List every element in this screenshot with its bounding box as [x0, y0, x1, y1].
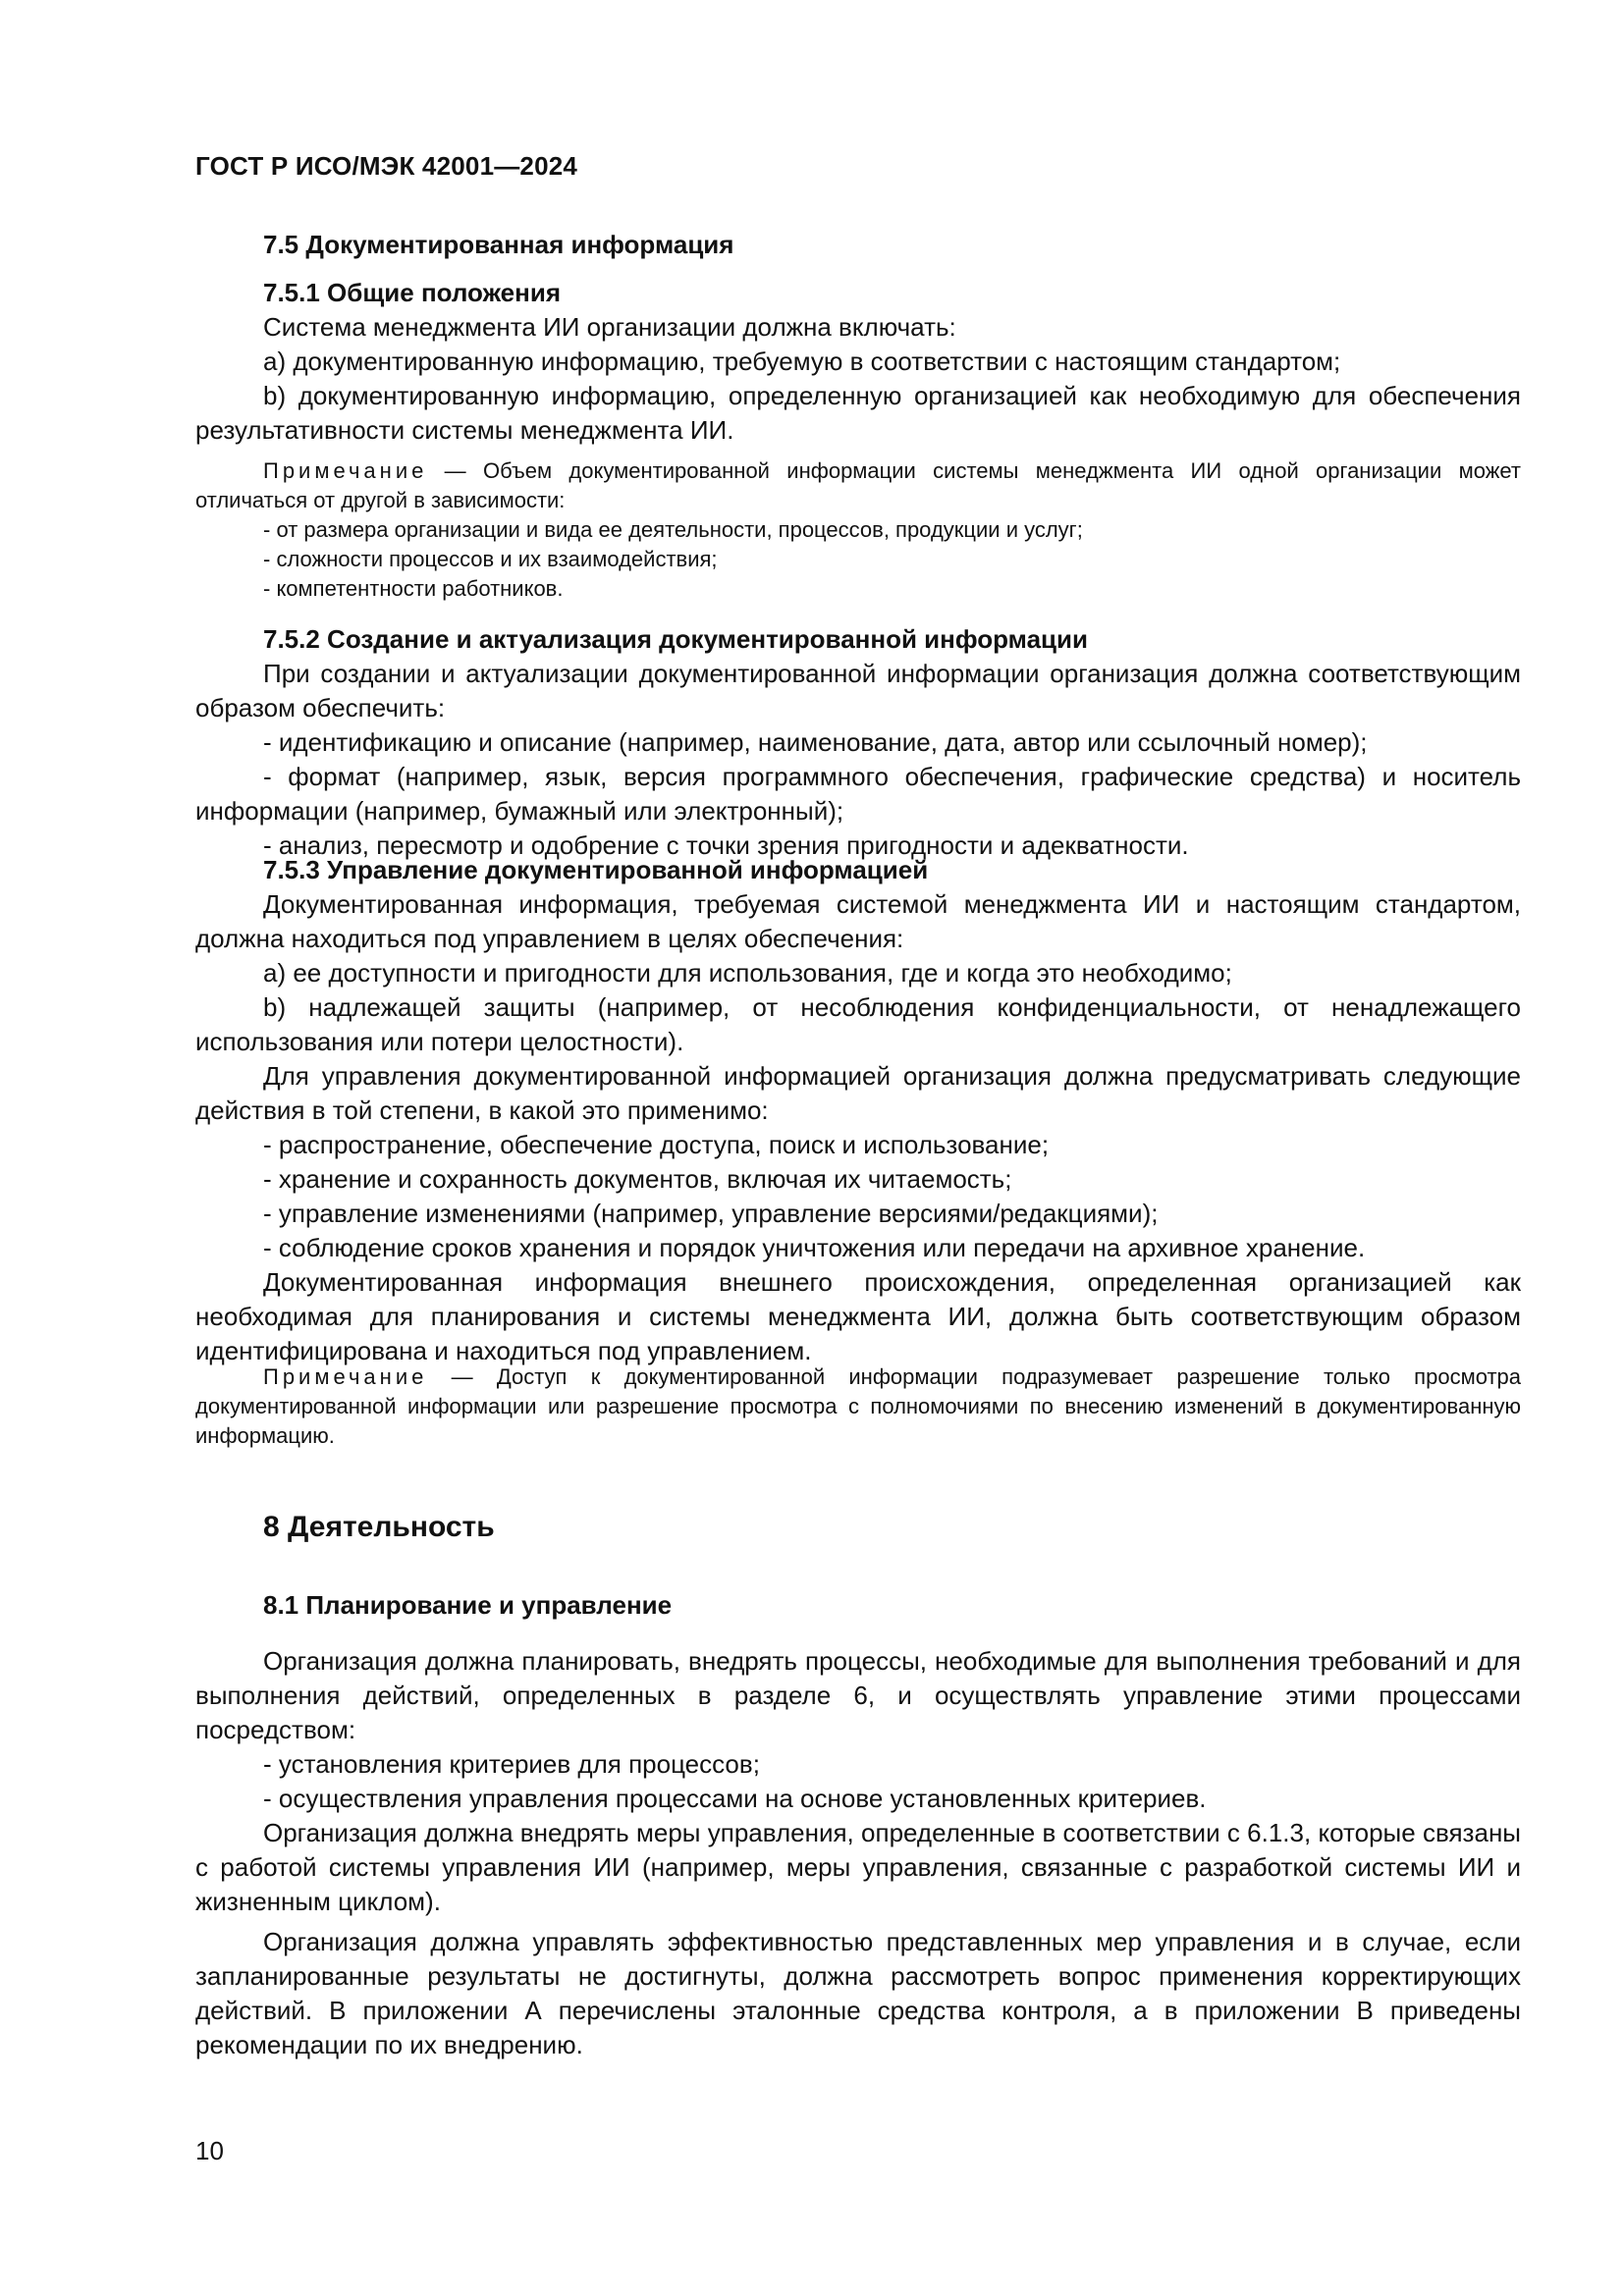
section-7-5-3: [195, 853, 1521, 1368]
list-item: а) ее доступности и пригодности для использования, где и когда это необходимо;: [263, 958, 1232, 988]
list-item: - идентификацию и описание (например, наименование, дата, автор или ссылочный номер);: [263, 727, 1368, 757]
list-item: b) надлежащей защиты (например, от несоблюдения конфиденциальности, от ненадлежащего использования или потери целостности).: [195, 992, 1521, 1056]
list-item: b) документированную информацию, определенную организацией как необходимую для обеспечения результативности системы менеджмента ИИ.: [195, 381, 1521, 445]
list-item: - анализ, пересмотр и одобрение с точки зрения пригодности и адекватности.: [263, 830, 1189, 860]
note-1: [195, 456, 1521, 604]
section-8-1: [195, 1644, 1521, 2062]
list-item: - формат (например, язык, версия программного обеспечения, графические средства) и носитель информации (например, бумажный или электронный);: [195, 762, 1521, 826]
list-item: - соблюдение сроков хранения и порядок уничтожения или передачи на архивное хранение.: [263, 1233, 1366, 1262]
list-item: - установления критериев для процессов;: [263, 1749, 760, 1779]
note-list-item: - компетентности работников.: [263, 576, 564, 601]
section-7-5-2-title: 7.5.2 Создание и актуализация документированной информации: [263, 624, 1088, 654]
section-7-5-title: 7.5 Документированная информация: [263, 230, 734, 259]
section-7-5-1-title: 7.5.1 Общие положения: [263, 278, 561, 307]
list-item: - распространение, обеспечение доступа, поиск и использование;: [263, 1130, 1050, 1159]
note-list-item: - сложности процессов и их взаимодействия;: [263, 547, 718, 571]
section-7-5-2: [195, 622, 1521, 863]
note-text: — Объем документированной информации системы менеджмента ИИ одной организации может отличаться от другой в зависимости:: [195, 458, 1521, 512]
list-item: - управление изменениями (например, управление версиями/редакциями);: [263, 1199, 1159, 1228]
paragraph: Для управления документированной информацией организация должна предусматривать следующие действия в той степени, в какой это применимо:: [195, 1061, 1521, 1125]
note-label: Примечание: [263, 458, 428, 483]
paragraph: Документированная информация внешнего происхождения, определенная организацией как необходимая для планирования и системы менеджмента ИИ, должна быть соответствующим образом идентифицирована и находиться под управлением.: [195, 1267, 1521, 1365]
list-item: - осуществления управления процессами на основе установленных критериев.: [263, 1784, 1207, 1813]
paragraph: Организация должна внедрять меры управления, определенные в соответствии с 6.1.3, которые связаны с работой системы управления ИИ (например, меры управления, связанные с разработкой системы ИИ и жизненным циклом).: [195, 1818, 1521, 1916]
paragraph: Документированная информация, требуемая системой менеджмента ИИ и настоящим стандартом, должна находиться под управлением в целях обеспечения:: [195, 889, 1521, 953]
section-7-5-3-title: 7.5.3 Управление документированной информацией: [263, 855, 929, 884]
note-label: Примечание: [263, 1364, 428, 1389]
section-8-1-title: 8.1 Планирование и управление: [263, 1590, 673, 1620]
page-number: 10: [195, 2136, 224, 2165]
section-7-5-1: [195, 276, 1521, 448]
note-list-item: - от размера организации и вида ее деятельности, процессов, продукции и услуг;: [263, 517, 1083, 542]
paragraph: При создании и актуализации документированной информации организация должна соответствующим образом обеспечить:: [195, 659, 1521, 722]
paragraph: Организация должна планировать, внедрять процессы, необходимые для выполнения требований и для выполнения действий, определенных в разделе 6, и осуществлять управление этими процессами посредством:: [195, 1646, 1521, 1744]
paragraph: Организация должна управлять эффективностью представленных мер управления и в случае, если запланированные результаты не достигнуты, должна рассмотреть вопрос применения корректирующих действий. В приложении А перечислены эталонные средства контроля, а в приложении В приведены рекомендации по их внедрению.: [195, 1927, 1521, 2059]
list-item: а) документированную информацию, требуемую в соответствии с настоящим стандартом;: [263, 347, 1341, 376]
paragraph: Система менеджмента ИИ организации должна включать:: [263, 312, 956, 342]
document-header: ГОСТ Р ИСО/МЭК 42001—2024: [195, 151, 578, 181]
list-item: - хранение и сохранность документов, включая их читаемость;: [263, 1164, 1012, 1194]
note-text: — Доступ к документированной информации подразумевает разрешение только просмотра документированной информации или разрешение просмотра с полномочиями по внесению изменений в документированную информацию.: [195, 1364, 1521, 1448]
note-2: [195, 1362, 1521, 1451]
section-8-title: 8 Деятельность: [263, 1511, 495, 1543]
